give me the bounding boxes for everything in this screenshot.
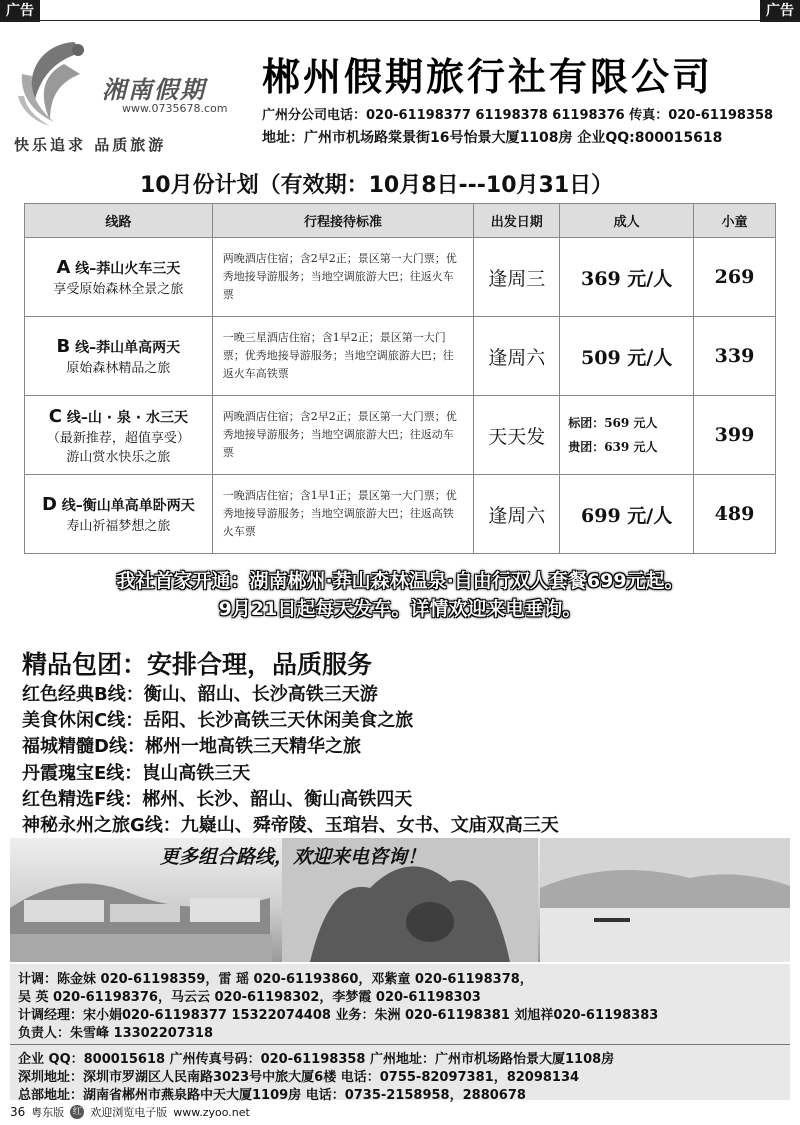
- route-cell: [25, 317, 213, 396]
- plan-title: 10月份计划（有效期：10月8日---10月31日）: [140, 173, 614, 198]
- list-item: 福城精髓D线：郴州一地高铁三天精华之旅: [22, 736, 361, 758]
- routes-table: [24, 203, 776, 554]
- header-child: 小童: [694, 204, 776, 238]
- header-standard: 行程接待标准: [212, 204, 474, 238]
- contact-line: 负责人：朱雪峰 13302207318: [18, 1026, 214, 1041]
- contact-line: 总部地址：湖南省郴州市燕泉路中天大厦1109房 电话：0735-2158958，2880678: [18, 1088, 526, 1103]
- ad-tag-right: 广告: [760, 0, 800, 22]
- route-adult-price: 369 元/人: [560, 238, 694, 317]
- scenery-photos: [10, 838, 790, 962]
- promo-line-2: 9月21日起每天发车。详情欢迎来电垂询。: [218, 598, 582, 620]
- route-name: 线–衡山单高单卧两天: [61, 498, 195, 514]
- route-sub: 享受原始森林全景之旅: [53, 282, 184, 297]
- table-row: [25, 317, 776, 396]
- list-item: 美食休闲C线：岳阳、长沙高铁三天休闲美食之旅: [22, 710, 414, 732]
- footer-slogan: 欢迎浏览电子版: [90, 1106, 168, 1119]
- page-number: 36: [10, 1105, 26, 1119]
- ad-tag-left: 广告: [0, 0, 40, 22]
- route-child-price: 399: [694, 396, 776, 475]
- contact-line: 企业 QQ：800015618 广州传真号码：020-61198358 广州地址：广州市机场路怡景大厦1108房: [18, 1052, 615, 1067]
- red-badge-icon: 红: [70, 1105, 84, 1119]
- route-name: 线–山 · 泉 · 水三天: [66, 409, 188, 426]
- route-details: 两晚酒店住宿；含2早2正；景区第一大门票；优秀地接导游服务；当地空调旅游大巴；往返火车票: [212, 238, 474, 317]
- header-route: 线路: [25, 204, 213, 238]
- table-row: [25, 475, 776, 554]
- list-item: 丹霞瑰宝E线：崀山高铁三天: [22, 762, 251, 784]
- top-rule: [0, 20, 800, 21]
- company-name: 郴州假期旅行社有限公司: [262, 55, 714, 99]
- route-cell: [25, 475, 213, 554]
- footer-url[interactable]: www.zyoo.net: [173, 1105, 250, 1119]
- table-row: [25, 396, 776, 475]
- list-item: 红色精选F线：郴州、长沙、韶山、衡山高铁四天: [22, 788, 413, 810]
- swirl-logo-icon: [14, 34, 110, 130]
- route-details: 两晚酒店住宿；含2早2正；景区第一大门票；优秀地接导游服务；当地空调旅游大巴；往返动车票: [212, 396, 474, 475]
- route-code: A: [56, 257, 71, 278]
- route-name: 线–莽山单高两天: [75, 340, 181, 356]
- contact-line: 吴 英 020-61198376，马云云 020-61198302，李梦霞 020-61198303: [18, 990, 481, 1005]
- promo-line-1: 我社首家开通：湖南郴州·莽山森林温泉·自由行双人套餐699元起。: [116, 570, 684, 592]
- route-code: B: [56, 336, 71, 357]
- route-depart: 逢周三: [474, 238, 560, 317]
- route-sub: 游山赏水快乐之旅: [66, 449, 171, 465]
- list-item: 神秘永州之旅G线：九嶷山、舜帝陵、玉琯岩、女书、文庙双高三天: [22, 814, 559, 836]
- brand-logo: [10, 30, 238, 130]
- route-details: 一晚三星酒店住宿；含1早2正；景区第一大门票；优秀地接导游服务；当地空调旅游大巴；往返火车高铁票: [212, 317, 474, 396]
- brand-slogan: 快乐追求 品质旅游: [14, 136, 167, 154]
- route-adult-price: [560, 396, 694, 475]
- contact-line: 计调：陈金妹 020-61198359，雷 瑶 020-61193860，邓紫童 020-61198378，: [18, 972, 533, 987]
- route-child-price: 489: [694, 475, 776, 554]
- route-code: C: [48, 405, 62, 427]
- company-phone: 广州分公司电话：020-61198377 61198378 61198376 传真：020-61198358: [262, 108, 774, 123]
- route-child-price: 339: [694, 317, 776, 396]
- more-routes-text: 更多组合路线，欢迎来电咨询！: [160, 846, 427, 868]
- route-code: D: [41, 494, 57, 515]
- contact-line: 深圳地址：深圳市罗湖区人民南路3023号中旅大厦6楼 电话：0755-82097381，82098134: [18, 1070, 580, 1085]
- edition-label: 粤东版: [31, 1106, 65, 1119]
- brand-url: www.0735678.com: [122, 102, 228, 115]
- contact-divider: [10, 1044, 790, 1045]
- brand-name: 湘南假期: [102, 75, 206, 104]
- route-cell: [25, 396, 213, 475]
- route-sub: 寿山祈福梦想之旅: [66, 519, 171, 534]
- list-item: 红色经典B线：衡山、韶山、长沙高铁三天游: [22, 684, 378, 705]
- header-adult: 成人: [560, 204, 694, 238]
- boutique-title: 精品包团：安排合理，品质服务: [22, 650, 373, 679]
- header-depart: 出发日期: [474, 204, 560, 238]
- route-adult-price: 509 元/人: [560, 317, 694, 396]
- table-row: [25, 238, 776, 317]
- route-depart: 逢周六: [474, 475, 560, 554]
- route-sub: 原始森林精品之旅: [66, 361, 171, 376]
- route-child-price: 269: [694, 238, 776, 317]
- route-name: 线–莽山火车三天: [75, 261, 181, 277]
- contact-line: 计调经理：宋小娟020-61198377 15322074408 业务：朱洲 020-61198381 刘旭祥020-61198383: [18, 1008, 659, 1023]
- page-footer: [10, 1104, 250, 1120]
- route-cell: [25, 238, 213, 317]
- company-address: 地址：广州市机场路棠景街16号怡景大厦1108房 企业QQ:800015618: [262, 130, 723, 146]
- table-header: [25, 204, 776, 238]
- route-depart: 逢周六: [474, 317, 560, 396]
- route-adult-price: 699 元/人: [560, 475, 694, 554]
- boutique-list: [22, 680, 559, 837]
- route-adult-premium: 贵团：639 元人: [568, 440, 658, 454]
- route-adult-standard: 标团：569 元人: [568, 416, 658, 430]
- route-details: 一晚酒店住宿；含1早1正；景区第一大门票；优秀地接导游服务；当地空调旅游大巴；往返高铁火车票: [212, 475, 474, 554]
- route-note: （最新推荐，超值享受）: [46, 430, 190, 446]
- route-depart: 天天发: [474, 396, 560, 475]
